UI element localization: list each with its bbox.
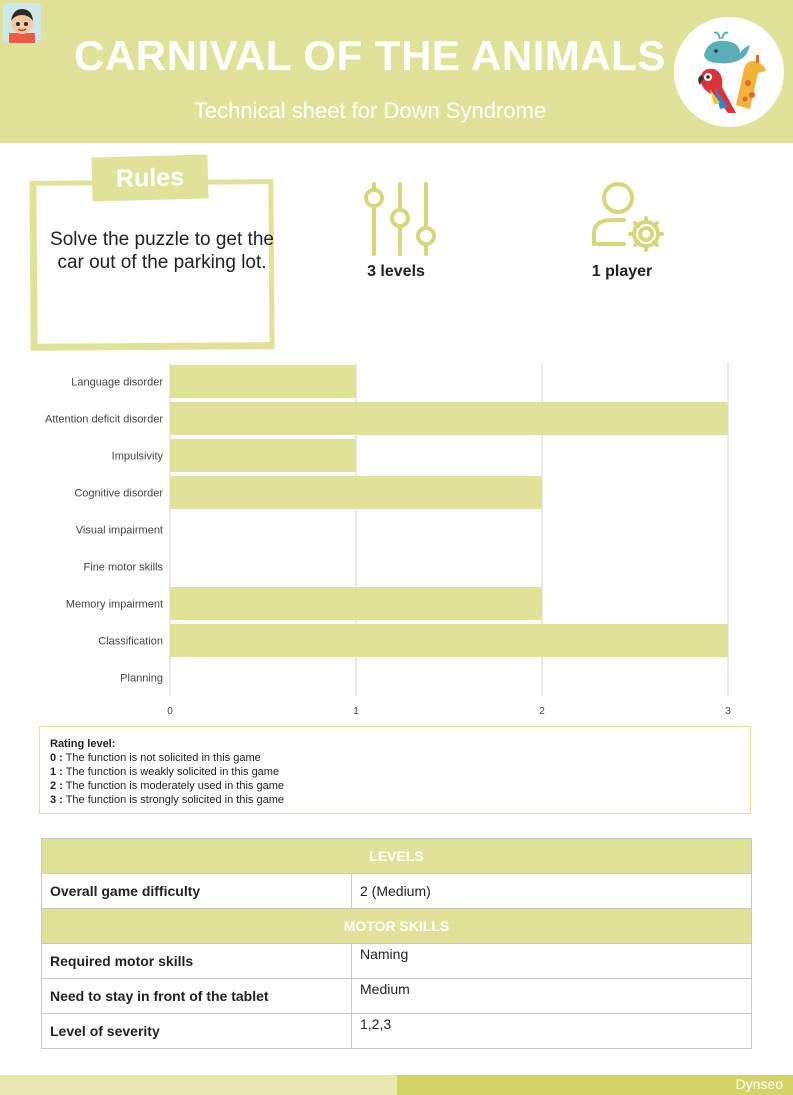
legend-item: 0 : The function is not solicited in this game [50, 752, 261, 764]
table-section-header [42, 909, 752, 944]
motor-skills-label: Required motor skills [42, 944, 352, 979]
difficulty-label: Overall game difficulty [42, 874, 352, 909]
table-row [42, 874, 752, 909]
table-row [42, 1014, 752, 1049]
motor-skills-header: MOTOR SKILLS [42, 909, 752, 944]
severity-value: 1,2,3 [352, 1014, 752, 1049]
chart-category-label: Visual impairment [75, 524, 163, 537]
chart-bar [170, 476, 542, 509]
chart-bar [170, 365, 356, 398]
motor-skills-value: Naming [352, 944, 752, 979]
chart-category-label: Fine motor skills [83, 561, 163, 574]
sliders-icon [360, 180, 440, 265]
levels-count: 3 levels [367, 263, 425, 280]
child-avatar-icon [3, 3, 41, 43]
severity-label: Level of severity [42, 1014, 352, 1049]
chart-category-label: Memory impairment [65, 598, 163, 611]
footer-bar-right [397, 1075, 793, 1095]
game-info-table [41, 838, 752, 1049]
legend-item: 3 : The function is strongly solicited in this game [50, 794, 284, 806]
user-settings-icon [588, 180, 668, 261]
chart-tick-label: 1 [353, 706, 359, 715]
chart-bar [170, 624, 728, 657]
chart-category-label: Planning [120, 672, 163, 685]
chart-category-label: Language disorder [71, 376, 163, 389]
table-section-header [42, 839, 752, 874]
table-row [42, 944, 752, 979]
legend-heading: Rating level: [50, 738, 116, 750]
chart-category-label: Classification [98, 635, 163, 648]
solicitation-bar-chart [0, 355, 793, 715]
chart-tick-label: 3 [725, 706, 731, 715]
page-subtitle: Technical sheet for Down Syndrome [193, 98, 547, 123]
chart-tick-label: 2 [539, 706, 545, 715]
legend-item: 1 : The function is weakly solicited in this game [50, 766, 280, 778]
levels-header: LEVELS [42, 839, 752, 874]
rules-text: Solve the puzzle to get the car out of the parking lot. [50, 229, 274, 273]
footer-bar-left [0, 1075, 397, 1095]
chart-category-label: Impulsivity [111, 450, 163, 463]
difficulty-value: 2 (Medium) [352, 874, 752, 909]
page-title: CARNIVAL OF THE ANIMALS [74, 32, 666, 79]
stay-label: Need to stay in front of the tablet [42, 979, 352, 1014]
table-row [42, 979, 752, 1014]
rating-legend [39, 726, 751, 814]
chart-category-label: Cognitive disorder [74, 487, 163, 500]
header-banner [0, 0, 793, 143]
players-count: 1 player [591, 263, 653, 280]
rules-tab: Rules [91, 154, 208, 201]
chart-bar [170, 402, 728, 435]
chart-category-label: Attention deficit disorder [44, 413, 163, 426]
chart-bar [170, 587, 542, 620]
chart-bar [170, 439, 356, 472]
footer-brand: Dynseo [735, 1076, 783, 1092]
animals-logo-icon [674, 17, 784, 127]
chart-tick-label: 0 [167, 706, 173, 715]
legend-item: 2 : The function is moderately used in this game [50, 780, 284, 792]
stay-value: Medium [352, 979, 752, 1014]
